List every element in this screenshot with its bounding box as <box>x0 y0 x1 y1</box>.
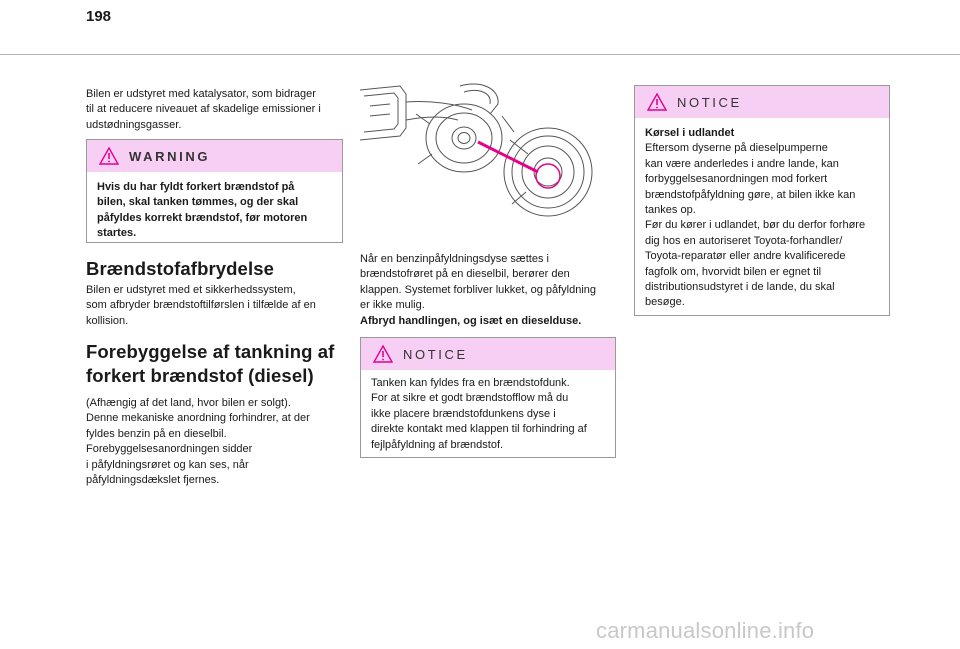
warning-body <box>87 172 342 242</box>
text-line: (Afhængig af det land, hvor bilen er solgt). <box>86 397 291 409</box>
text-line: som afbryder brændstoftilførslen i tilfælde af en <box>86 299 316 312</box>
text-line: distributionsudstyret i de lande, du skal <box>645 281 835 294</box>
text-line: kollision. <box>86 314 129 327</box>
afbrydelse-paragraph <box>86 283 344 329</box>
text-line: brændstofrøret på en dieselbil, berører den <box>360 268 570 281</box>
text-line: Eftersom dyserne på dieselpumperne <box>645 142 828 155</box>
text-line: Toyota-reparatør eller andre kvalificerede <box>645 250 846 263</box>
notice-box-header <box>635 86 889 118</box>
heading-forebyggelse <box>86 340 348 388</box>
text-line: kan være anderledes i andre lande, kan <box>645 157 839 170</box>
text-line: forbyggelsesanordningen mod forkert <box>645 173 828 186</box>
header-rule <box>0 54 960 55</box>
text-line: i påfyldningsrøret og kan ses, når <box>86 458 249 471</box>
intro-paragraph <box>86 87 344 133</box>
warning-box <box>86 139 343 243</box>
text-line: er ikke mulig. <box>360 299 425 312</box>
text-line: klappen. Systemet forbliver lukket, og påfyldning <box>360 283 597 296</box>
warning-triangle-icon <box>99 147 119 165</box>
text-line: dig hos en autoriseret Toyota-forhandler/ <box>645 234 843 247</box>
text-line: Bilen er udstyret med et sikkerhedssystem, <box>86 284 296 296</box>
nozzle-paragraph <box>360 252 616 329</box>
text-line: fyldes benzin på en dieselbil. <box>86 427 227 440</box>
text-line: brændstofpåfyldning gøre, at bilen ikke kan <box>645 188 856 201</box>
heading-line: Forebyggelse af tankning af <box>86 341 335 362</box>
notice-box-header <box>361 338 615 370</box>
text-line: til at reducere niveauet af skadelige emissioner i <box>86 103 321 116</box>
pointer-line <box>478 142 538 172</box>
text-line: Bilen er udstyret med katalysator, som bidrager <box>86 88 316 100</box>
text-line: fagfolk om, hvorvidt bilen er egnet til <box>645 265 822 278</box>
text-line: Tanken kan fyldes fra en brændstofdunk. <box>371 377 570 389</box>
warning-title: WARNING <box>129 148 211 164</box>
text-line-bold: Afbryd handlingen, og isæt en dieselduse. <box>360 314 582 327</box>
notice-title: NOTICE <box>677 94 742 110</box>
text-line: påfyldes korrekt brændstof, før motoren <box>97 211 308 224</box>
warning-triangle-icon <box>373 345 393 363</box>
forebyggelse-paragraph <box>86 396 344 488</box>
text-line: besøge. <box>645 296 685 309</box>
notice-box-middle <box>360 337 616 458</box>
warning-triangle-icon <box>647 93 667 111</box>
text-line: Før du kører i udlandet, bør du derfor forhøre <box>645 219 866 232</box>
text-line: ikke placere brændstofdunkens dyse i <box>371 407 556 420</box>
heading-braendstofafbrydelse: Brændstofafbrydelse <box>86 258 274 279</box>
notice-heading: Kørsel i udlandet <box>645 127 735 139</box>
notice-title: NOTICE <box>403 346 468 362</box>
text-line: direkte kontakt med klappen til forhindring af <box>371 423 587 436</box>
page-number: 198 <box>86 8 112 25</box>
warning-box-header <box>87 140 342 172</box>
text-line: Denne mekaniske anordning forhindrer, at der <box>86 412 310 425</box>
text-line: udstødningsgasser. <box>86 118 182 131</box>
text-line: Hvis du har fyldt forkert brændstof på <box>97 181 295 193</box>
notice-box-right <box>634 85 890 316</box>
fuel-filler-illustration <box>360 80 606 250</box>
text-line: For at sikre et godt brændstofflow må du <box>371 392 569 405</box>
notice-body <box>635 118 889 311</box>
site-watermark: carmanualsonline.info <box>596 618 815 643</box>
text-line: Forebyggelsesanordningen sidder <box>86 443 253 456</box>
text-line: fejlpåfyldning af brændstof. <box>371 438 504 451</box>
notice-body <box>361 370 615 453</box>
heading-line: forkert brændstof (diesel) <box>86 365 314 386</box>
text-line: bilen, skal tanken tømmes, og der skal <box>97 196 299 209</box>
text-line: påfyldningsdækslet fjernes. <box>86 474 220 487</box>
text-line: startes. <box>97 227 137 240</box>
text-line: tankes op. <box>645 204 696 217</box>
text-line: Når en benzinpåfyldningsdyse sættes i <box>360 253 549 265</box>
